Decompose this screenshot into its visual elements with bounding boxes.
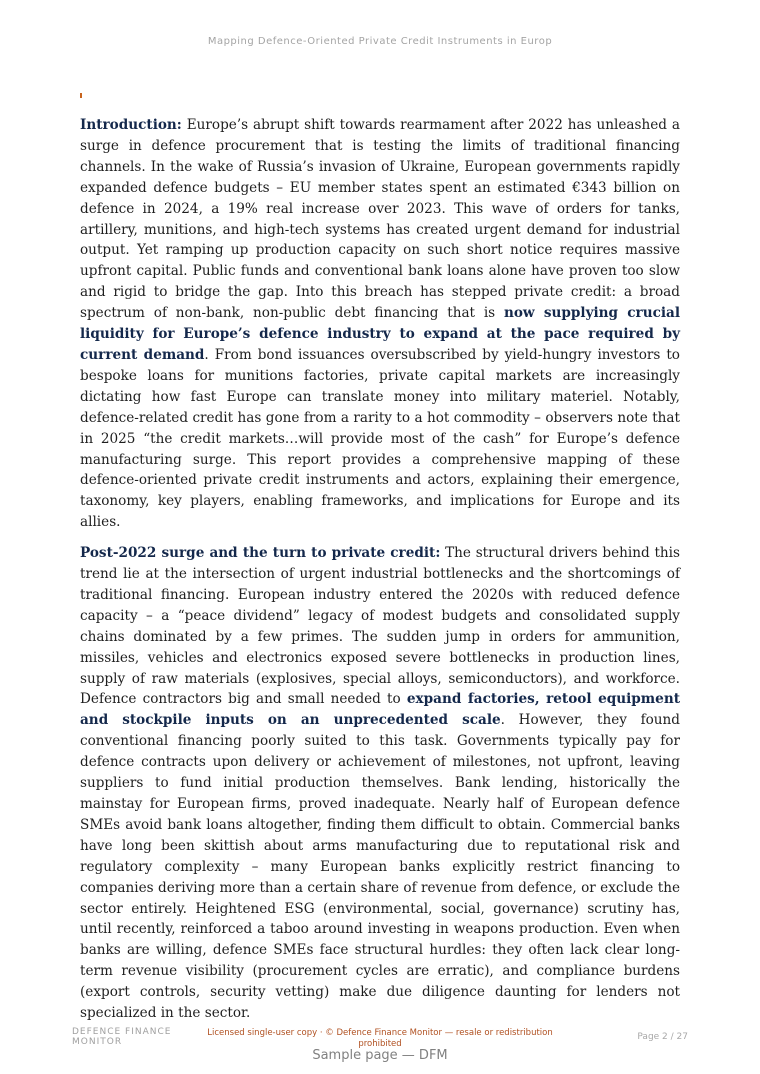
- paragraph-lead: Introduction:: [80, 117, 182, 133]
- footer-brand-line: MONITOR: [72, 1037, 123, 1047]
- paragraph-emphasis: now supplying crucial liquidity for Europe’s defence industry to expand at the pace required by current demand: [80, 305, 680, 363]
- paragraph-text: . From bond issuances oversubscribed by yield-hungry investors to bespoke loans for munitions factories, private capital markets are increasingly dictating how fast Europe can translate money into military materiel. Notably, defence-related credit has gone from a rarity to a hot commodity – observers note that in 2025 “the credit markets…will provide most of the cash” for Europe’s defence manufacturing surge. This report provides a comprehensive mapping of these defence-oriented private credit instruments and actors, explaining their emergence, taxonomy, key players, enabling frameworks, and implications for Europe and its allies.: [80, 346, 680, 531]
- paragraph-post-2022-surge: [80, 543, 680, 1024]
- footer-brand-line: DEFENCE FINANCE: [72, 1027, 172, 1037]
- paragraph-lead: Post-2022 surge and the turn to private credit:: [80, 545, 441, 562]
- footer-brand: [72, 1027, 171, 1047]
- paragraph-introduction: [80, 115, 680, 533]
- license-notice: Licensed single-user copy · © Defence Finance Monitor — resale or redistribution prohibited: [207, 1028, 553, 1049]
- paragraph-text: The structural drivers behind this trend lie at the intersection of urgent industrial bottlenecks and the shortcomings of traditional financing. European industry entered the 2020s with reduced defence capacity – a “peace dividend” legacy of modest budgets and consolidated supply chains dominated by a few primes. The sudden jump in orders for ammunition, missiles, vehicles and electronics exposed severe bottlenecks in production lines, supply of raw materials (explosives, special alloys, semiconductors), and workforce. Defence contractors big and small needed to: [80, 545, 680, 708]
- sample-page-label: Sample page — DFM: [312, 1048, 448, 1063]
- page-number: Page 2 / 27: [637, 1032, 688, 1042]
- document-body: [80, 115, 680, 1034]
- running-header: Mapping Defence-Oriented Private Credit Instruments in Europ: [207, 36, 553, 47]
- paragraph-text: . However, they found conventional financing poorly suited to this task. Governments typically pay for defence contracts upon delivery or achievement of milestones, not upfront, leaving suppliers to fund initial production themselves. Bank lending, historically the mainstay for European firms, proved inadequate. Nearly half of European defence SMEs avoid bank loans altogether, finding them difficult to obtain. Commercial banks have long been skittish about arms manufacturing due to reputational risk and regulatory complexity – many European banks explicitly restrict financing to companies deriving more than a certain share of revenue from defence, or exclude the sector entirely. Heightened ESG (environmental, social, governance) scrutiny has, until recently, reinforced a taboo around investing in weapons production. Even when banks are willing, defence SMEs face structural hurdles: they often lack clear long-term revenue visibility (procurement cycles are erratic), and compliance burdens (export controls, security vetting) make due diligence daunting for lenders not specialized in the sector.: [80, 712, 680, 1022]
- accent-mark: [80, 93, 82, 98]
- paragraph-text: Europe’s abrupt shift towards rearmament after 2022 has unleashed a surge in defence procurement that is testing the limits of traditional financing channels. In the wake of Russia’s invasion of Ukraine, European governments rapidly expanded defence budgets – EU member states spent an estimated €343 billion on defence in 2024, a 19% real increase over 2023. This wave of orders for tanks, artillery, munitions, and high-tech systems has created urgent demand for industrial output. Yet ramping up production capacity on such short notice requires massive upfront capital. Public funds and conventional bank loans alone have proven too slow and rigid to bridge the gap. Into this breach has stepped private credit: a broad spectrum of non-bank, non-public debt financing that is: [80, 117, 680, 322]
- paragraph-emphasis: expand factories, retool equipment and stockpile inputs on an unprecedented scale: [80, 691, 680, 729]
